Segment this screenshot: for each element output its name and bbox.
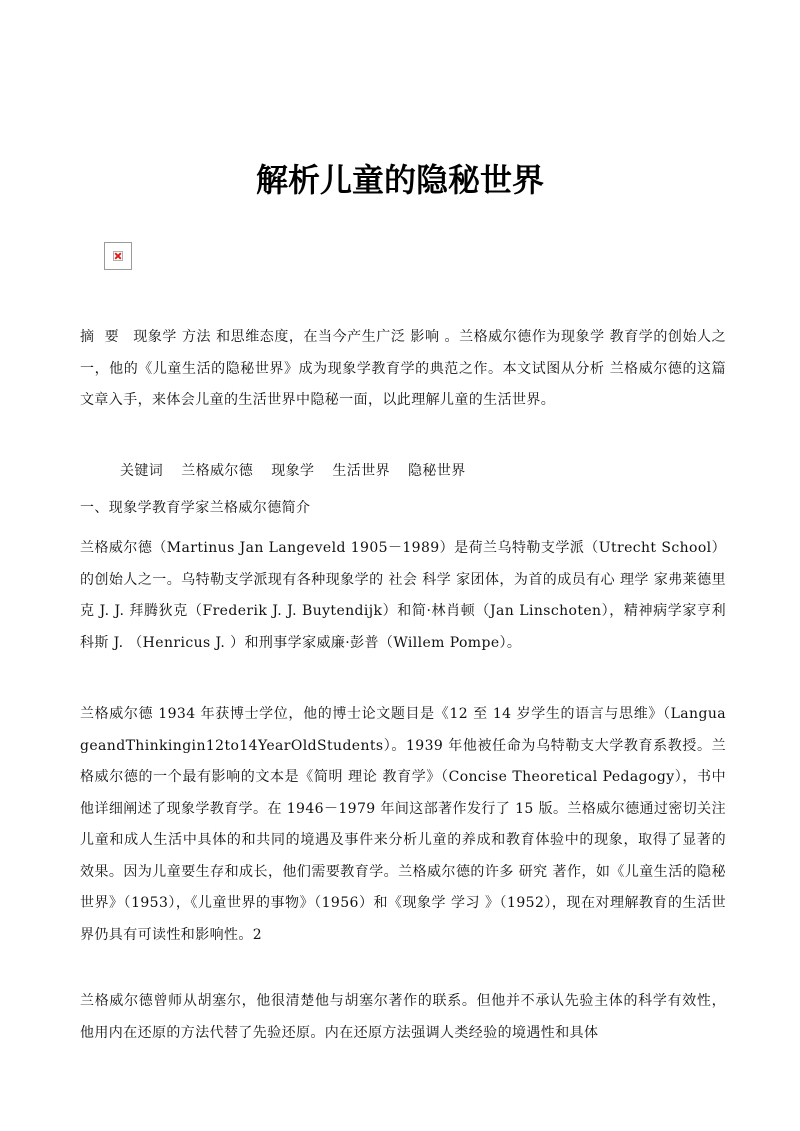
abstract-paragraph [80,322,726,417]
keyword-item: 隐秘世界 [408,463,466,479]
document-title: 解析儿童的隐秘世界 [255,161,544,199]
keyword-item: 生活世界 [332,463,391,479]
broken-image-icon [104,242,132,270]
keywords-line [80,456,766,488]
body-paragraph: 兰格威尔德（Martinus Jan Langeveld 1905－1989）是荷兰乌特勒支学派（Utrecht School）的创始人之一。乌特勒支学派现有各种现象学的 社会 科学 家团体，为首的成员有心 理学 家弗莱德里克 J. J. 拜腾狄克（Frederik J. J. Buytendijk）和简·林肖顿（Jan Linschoten），精神病学家亨利科斯 J. （Henricus J. ）和刑事学家威廉·彭普（Willem Pompe）。 [80,540,726,651]
abstract-label: 摘 要 [80,329,120,345]
abstract-text: 现象学 方法 和思维态度，在当今产生广泛 影响 。兰格威尔德作为现象学 教育学的创始人之一，他的《儿童生活的隐秘世界》成为现象学教育学的典范之作。本文试图从分析 兰格威尔德的这篇文章入手，来体会儿童的生活世界中隐秘一面，以此理解儿童的生活世界。 [80,329,726,408]
section-heading: 一、现象学教育学家兰格威尔德简介 [80,500,311,516]
body-paragraph: 兰格威尔德 1934 年获博士学位，他的博士论文题目是《12 至 14 岁学生的语言与思维》（LanguageandThinkingin12to14YearOldStudents）。1939 年他被任命为乌特勒支大学教育系教授。兰格威尔德的一个最有影响的文本是《简明 理论 教育学》（Concise Theoretical Pedagogy），书中他详细阐述了现象学教育学。在 1946－1979 年间这部著作发行了 15 版。兰格威尔德通过密切关注儿童和成人生活中具体的和共同的境遇及事件来分析儿童的养成和教育体验中的现象，取得了显著的效果。因为儿童要生存和成长，他们需要教育学。兰格威尔德的许多 研究 著作，如《儿童生活的隐秘世界》（1953），《儿童世界的事物》（1956）和《现象学 学习 》（1952），现在对理解教育的生活世界仍具有可读性和影响性。2 [80,706,726,943]
keyword-item: 兰格威尔德 [181,463,254,479]
body-paragraph: 兰格威尔德曾师从胡塞尔，他很清楚他与胡塞尔著作的联系。但他并不承认先验主体的科学有效性，他用内在还原的方法代替了先验还原。内在还原方法强调人类经验的境遇性和具体 [80,993,726,1041]
keyword-item: 现象学 [271,463,315,479]
keywords-label: 关键词 [120,463,164,479]
